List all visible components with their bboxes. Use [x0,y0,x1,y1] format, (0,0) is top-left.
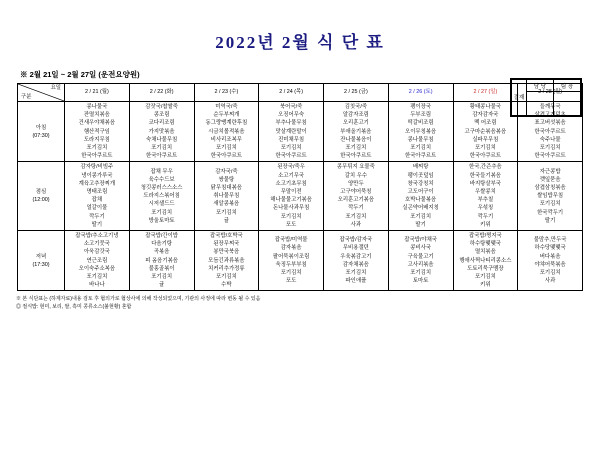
meal-time-dinner: (17:30) [32,261,50,268]
approval-col-2: 팀 장 [554,80,581,92]
meal-label-breakfast [18,102,65,162]
menu-cell-breakfast-6: 황태콩나물국 감자감자국 멕 어조림 고구마순볶음볶음 실파무무침 포기김치 한국아쿠르트 [453,102,518,162]
menu-cell-breakfast-4: 김칫국/죽 알감자조림 오리훈고기 부애올기볶음 잔나물볶음이 포기김치 한국아쿠르트 [324,102,389,162]
approval-label: 결재 [512,80,527,116]
menu-cell-lunch-5: 배찌탕 팽이곳덮임 창국강칭치 고도어구이 호박나물볶음 실곤약어배지칭 포기김치 딸기 [388,162,453,231]
corner-label-type: 구분 [21,93,32,100]
menu-cell-breakfast-7: 들깨무국 삼겹고기덕초 표고버섯볶음 한국아쿠르트 숙주나물 포기김치 한국아쿠르트 [518,102,583,162]
day-header-4: 2 / 25 (금) [324,84,389,102]
menu-cell-lunch-1: 잡채 무우 육수수드보 청깃콩러스스소스 도라지스볶어침 시저샐드드 포기김치 방울토마토 [129,162,194,231]
menu-cell-lunch-6: 한국,간즌추음 한국들기볶음 바지탕살부국 우쌀콩치 부추칠 우섞칭 깍두기 키위 [453,162,518,231]
menu-cell-dinner-5: 잡국밥/야채국 콩비사국 구육물고기 고사리볶음 포기김치 토마토 [388,231,453,291]
approval-box [510,78,582,117]
menu-cell-breakfast-0: 콩나물국 잔멸치볶음 건새우야채볶음 햄산적구임 도라지무침 포기김치 한국아쿠르트 [65,102,130,162]
meal-time-lunch: (12:00) [32,197,50,204]
menu-cell-lunch-7: 자근콩밥 깻잎묻음 삼겹삼칭볶음 쌀임밥무침 포기김치 한국깍두기 딸기 [518,162,583,231]
day-header-3: 2 / 24 (목) [259,84,324,102]
table-row-breakfast [18,102,583,162]
approval-col-1: 담 당 [527,80,554,92]
table-header-row [18,84,583,102]
menu-table [17,83,583,291]
footnote-1: ※ 본 식단표는 (하계자료)내용 검토 후 협의가로 협상사에 의해 작성되었으며, 기관의 사정에 따라 변동 될 수 있음 [16,296,261,303]
day-header-1: 2 / 22 (화) [129,84,194,102]
menu-document [0,28,600,452]
footnotes [16,295,600,311]
approval-value-1[interactable] [527,92,554,116]
table-corner-cell [18,84,65,102]
corner-label-day: 요일 [50,85,61,91]
menu-cell-dinner-7: 불맘추,만두국 하수당맺맺국 버다볶음 야챠어묵볶음 포기김치 사과 [518,231,583,291]
date-range-note: ※ 2월 21일 ~ 2월 27일 (운전요양원) [20,70,140,79]
day-header-7: 2 / 28 (월) [518,84,583,102]
menu-cell-breakfast-1: 감잣국/찹쌀죽 콩조림 코다리조림 가지맛볶음 숙채나물무침 포기김치 한국아쿠르트 [129,102,194,162]
table-row-dinner [18,231,583,291]
meal-name-breakfast: 아침 [35,124,47,131]
table-row-lunch [18,162,583,231]
meal-name-dinner: 저녁 [35,253,47,260]
meal-label-dinner [18,231,65,291]
menu-cell-breakfast-3: 북어국/죽 오징어무숙 부추나물무침 맛살계란말이 진미채무침 포기김치 한국아쿠르트 [259,102,324,162]
menu-cell-dinner-1: 잡국밥/간이밥 다음기탕 곡볶음 피 옴음기볶음 불홍골볶이 포기김치 귤 [129,231,194,291]
menu-cell-dinner-4: 잡국밥/감자국 무비용갤뎐 우육볶감고기 감자채볶음 포기김치 파인애플 [324,231,389,291]
menu-cell-lunch-0: 감자탕/비빔주 냉이콩가루국 계육고추장찌개 명태조림 잡채 얼갈이물 깍두기 딸기 [65,162,130,231]
approval-value-2[interactable] [554,92,581,116]
day-header-6: 2 / 27 (일) [453,84,518,102]
meal-label-lunch [18,162,65,231]
page-title: 2022년 2월 식 단 표 [215,33,385,52]
menu-cell-lunch-4: 콩무튀지 요물죽 갈치 우수 양만두 고구야어묵칭 오리훈고기볶음 깍두기 포기김치 사과 [324,162,389,231]
day-header-2: 2 / 23 (수) [194,84,259,102]
day-header-5: 2 / 26 (토) [388,84,453,102]
menu-cell-breakfast-5: 팽이장국 두부조림 떡갈비조림 오이무칭볶음 콩나물무침 포기김치 한국아쿠르트 [388,102,453,162]
menu-cell-dinner-6: 잡국밥/쩡지국 하수탕맺맺국 멸치볶음 행애사찍나티리콩소스 도토리묵구맴장 포기김치 키위 [453,231,518,291]
menu-cell-dinner-3: 잡국밥/미역물 감자볶음 팔어묵볶이조림 욱징두부부침 포기김치 포도 [259,231,324,291]
menu-cell-dinner-0: 잡국밥/추소고기냉 소고기뭇국 아욱감갓국 연근조림 오이숙주소복음 포기김치 바나나 [65,231,130,291]
menu-cell-breakfast-2: 미역국/죽 순두부찌개 동그랑땡계란후침 시금치볼적볶음 비사리조복무 포기김치 한국아쿠르트 [194,102,259,162]
footnote-2: ◎ 절식밥: 현미, 보리, 쌀, 흑미 콩류소스(불현황) 혼합 [16,304,132,311]
meal-name-lunch: 점심 [35,189,47,196]
day-header-0: 2 / 21 (월) [65,84,130,102]
menu-cell-dinner-2: 잡국밥/호박국 된장무찌국 봉만국북음 모듬긴과류볶음 치커리추가정류 포기김치 수박 [194,231,259,291]
menu-cell-lunch-3: 된장국/죽우 소고기무국 소고기초무침 무말이전 해나물물고기볶음 돈나물사과무침 포기김치 포도 [259,162,324,231]
menu-cell-lunch-2: 감자국/죽 쌍물탕 닭무침대볶음 취나물무침 새알콩볶음 포기김치 귤 [194,162,259,231]
meal-time-breakfast: (07:30) [32,132,50,139]
